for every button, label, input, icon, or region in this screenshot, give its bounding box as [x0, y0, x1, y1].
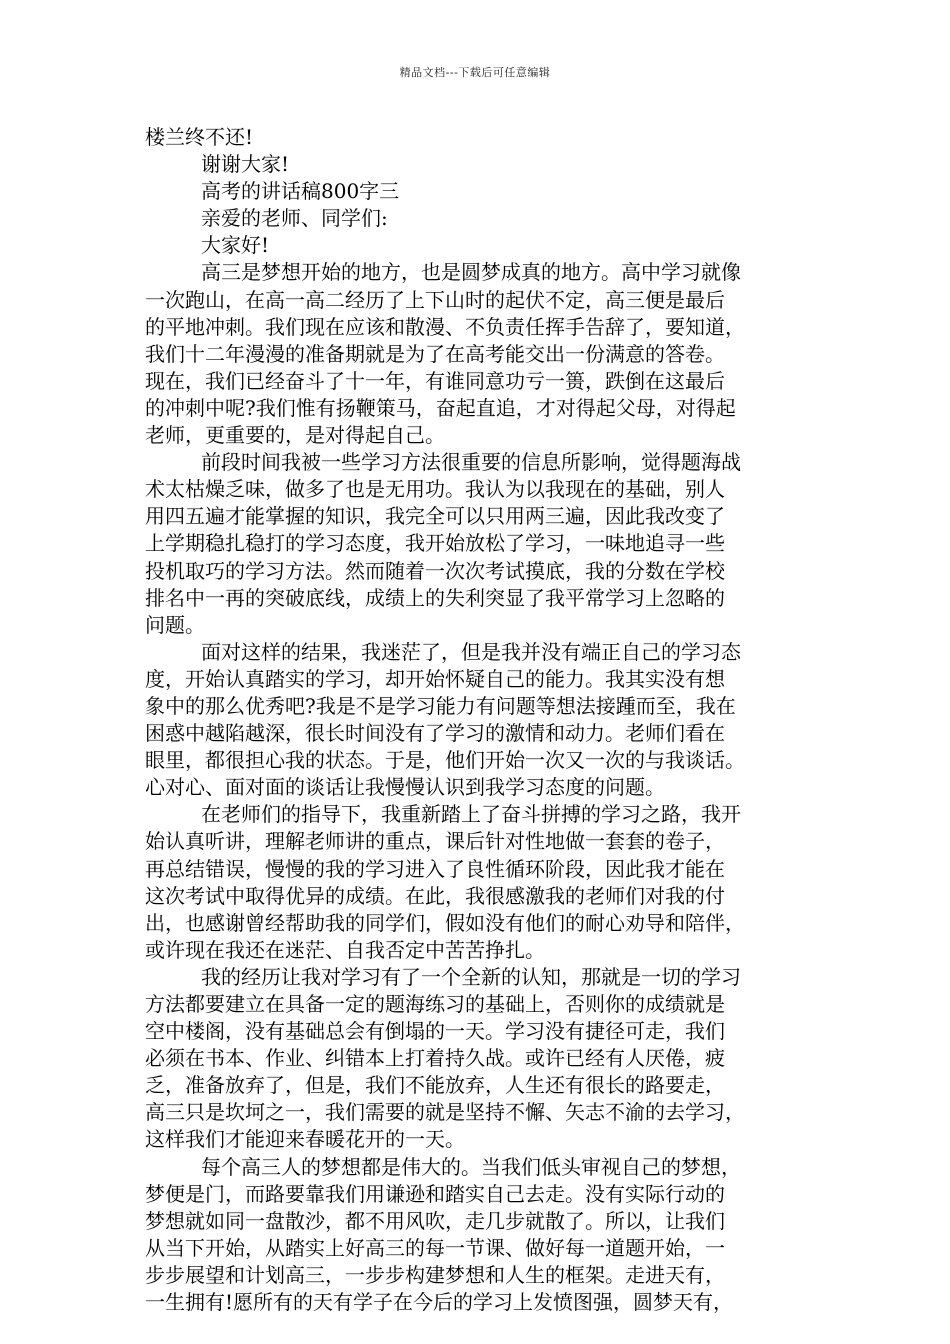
text-line: 的冲刺中呢?我们惟有扬鞭策马，奋起直追，才对得起父母，对得起: [145, 395, 736, 420]
text-line: 谢谢大家!: [201, 152, 290, 177]
text-line: 面对这样的结果，我迷茫了，但是我并没有端正自己的学习态: [201, 639, 741, 664]
text-line: 一生拥有!愿所有的天有学子在今后的学习上发愤图强，圆梦天有，: [145, 1290, 734, 1315]
text-line: 从当下开始，从踏实上好高三的每一节课、做好每一道题开始，一: [145, 1235, 725, 1260]
text-line: 梦便是门，而路要靠我们用谦逊和踏实自己去走。没有实际行动的: [145, 1181, 725, 1206]
text-line: 术太枯燥乏味，做多了也是无用功。我认为以我现在的基础，别人: [145, 477, 725, 502]
document-body: [145, 124, 810, 1316]
text-line: 眼里，都很担心我的状态。于是，他们开始一次又一次的与我谈话。: [145, 748, 745, 773]
text-line: 象中的那么优秀吧?我是不是学习能力有问题等想法接踵而至，我在: [145, 693, 736, 718]
text-line: 投机取巧的学习方法。然而随着一次次考试摸底，我的分数在学校: [145, 558, 725, 583]
text-line: 乏，准备放弃了，但是，我们不能放弃，人生还有很长的路要走，: [145, 1073, 725, 1098]
page-header: 精品文档---下载后可任意编辑: [399, 66, 551, 79]
text-line: 我的经历让我对学习有了一个全新的认知，那就是一切的学习: [201, 964, 741, 989]
text-line: 我们十二年漫漫的准备期就是为了在高考能交出一份满意的答卷。: [145, 341, 725, 366]
text-line: 排名中一再的突破底线，成绩上的失利突显了我平常学习上忽略的: [145, 585, 725, 610]
text-line: 楼兰终不还!: [145, 125, 254, 149]
text-line: 高三只是坎坷之一，我们需要的就是坚持不懈、矢志不渝的去学习，: [145, 1100, 745, 1125]
text-line: 现在，我们已经奋斗了十一年，有谁同意功亏一篑，跌倒在这最后: [145, 368, 725, 393]
text-line: 问题。: [145, 612, 205, 637]
text-line: 一次跑山，在高一高二经历了上下山时的起伏不定，高三便是最后: [145, 287, 725, 312]
text-line: 心对心、面对面的谈话让我慢慢认识到我学习态度的问题。: [145, 775, 665, 800]
text-line: 空中楼阁，没有基础总会有倒塌的一天。学习没有捷径可走，我们: [145, 1019, 725, 1044]
text-line: 老师，更重要的，是对得起自己。: [145, 423, 445, 448]
text-line: 或许现在我还在迷茫、自我否定中苦苦挣扎。: [145, 937, 545, 962]
text-line: 度，开始认真踏实的学习，却开始怀疑自己的能力。我其实没有想: [145, 666, 725, 691]
text-line: 大家好!: [201, 233, 270, 258]
text-line: 高考的讲话稿800字三: [201, 179, 400, 204]
text-line: 上学期稳扎稳打的学习态度，我开始放松了学习，一味地追寻一些: [145, 531, 725, 556]
text-line: 在老师们的指导下，我重新踏上了奋斗拼搏的学习之路，我开: [201, 802, 741, 827]
text-line: 的平地冲刺。我们现在应该和散漫、不负责任挥手告辞了，要知道，: [145, 314, 745, 339]
text-line: 用四五遍才能掌握的知识，我完全可以只用两三遍，因此我改变了: [145, 504, 725, 529]
text-line: 高三是梦想开始的地方，也是圆梦成真的地方。高中学习就像: [201, 260, 741, 285]
text-line: 梦想就如同一盘散沙，都不用风吹，走几步就散了。所以，让我们: [145, 1208, 725, 1233]
text-line: 方法都要建立在具备一定的题海练习的基础上，否则你的成绩就是: [145, 992, 725, 1016]
text-line: 步步展望和计划高三，一步步构建梦想和人生的框架。走进天有，: [145, 1262, 725, 1287]
text-line: 前段时间我被一些学习方法很重要的信息所影响，觉得题海战: [201, 450, 741, 475]
text-line: 必须在书本、作业、纠错本上打着持久战。或许已经有人厌倦，疲: [145, 1046, 725, 1071]
text-line: 这次考试中取得优异的成绩。在此，我很感激我的老师们对我的付: [145, 883, 725, 908]
text-line: 始认真听讲，理解老师讲的重点，课后针对性地做一套套的卷子，: [145, 829, 725, 854]
text-line: 困惑中越陷越深，很长时间没有了学习的激情和动力。老师们看在: [145, 721, 725, 746]
text-line: 亲爱的老师、同学们:: [201, 206, 388, 231]
text-line: 出，也感谢曾经帮助我的同学们，假如没有他们的耐心劝导和陪伴，: [145, 910, 745, 935]
text-line: 这样我们才能迎来春暖花开的一天。: [145, 1127, 465, 1152]
text-line: 再总结错误，慢慢的我的学习进入了良性循环阶段，因此我才能在: [145, 856, 725, 881]
text-line: 每个高三人的梦想都是伟大的。当我们低头审视自己的梦想，: [201, 1154, 741, 1179]
